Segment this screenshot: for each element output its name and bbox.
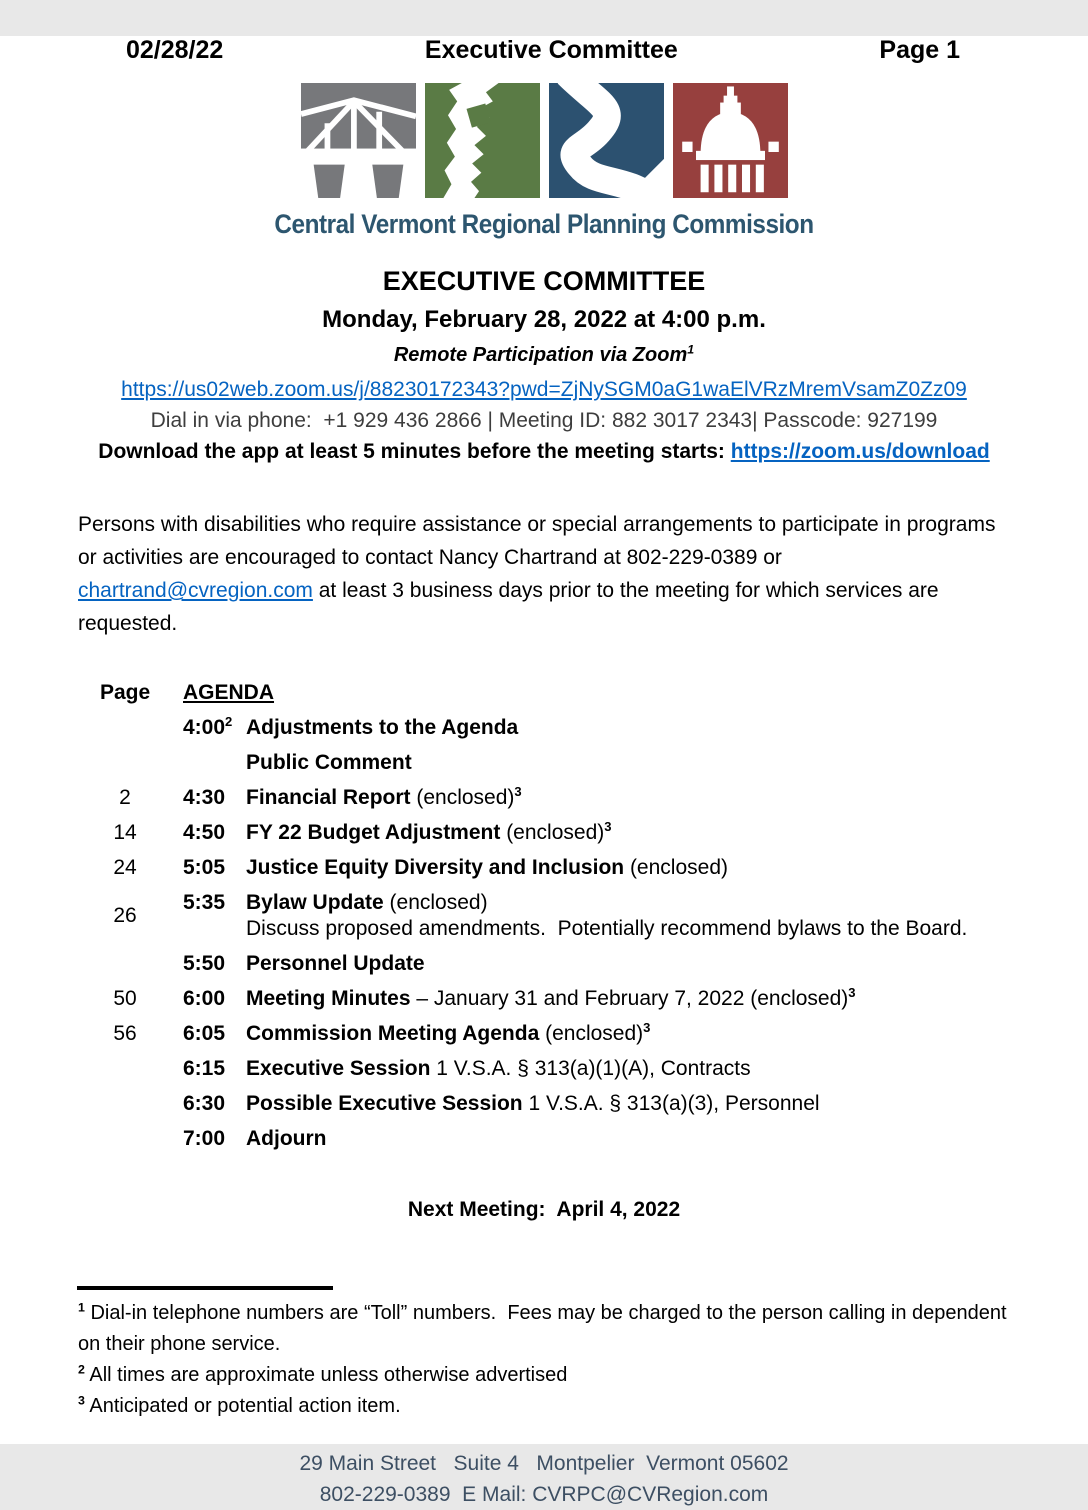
agenda-row [100,1056,1028,1082]
agenda-item-detail: (enclosed) [539,1022,644,1046]
header-date: 02/28/22 [126,36,224,64]
agenda-item [246,1056,1028,1082]
agenda-item-title: Possible Executive Session [246,1092,523,1116]
agenda-row [100,820,1028,846]
agenda-time: 5:50 [183,952,226,976]
agenda-item-title: Meeting Minutes [246,987,411,1011]
zoom-download-link[interactable]: https://zoom.us/download [730,439,990,463]
agenda-item-title: Bylaw Update [246,891,384,915]
agenda-time: 6:05 [183,1022,226,1046]
email-link[interactable]: chartrand@cvregion.com [78,579,313,603]
agenda-row [100,1091,1028,1117]
agenda-document-page [0,36,1088,1507]
footer-address: 29 Main Street Suite 4 Montpelier Vermont 05602 [299,1452,789,1476]
agenda-item-title: Adjustments to the Agenda [246,716,519,740]
agenda-time: 6:30 [183,1092,226,1116]
header-title: Executive Committee [424,36,678,64]
cvrpc-logo [0,83,1088,240]
next-meeting: Next Meeting: April 4, 2022 [407,1198,681,1222]
footnote-2: $^2$ All times are approximate unless otherwise advertised [78,1362,568,1387]
agenda-item-detail: (enclosed) [500,821,605,845]
agenda-page-number: 26 [113,904,137,928]
agenda-row [100,855,1028,881]
agenda-item-detail: 1 V.S.A. § 313(a)(1)(A), Contracts [430,1057,751,1081]
download-instruction: Download the app at least 5 minutes before the meeting starts: https://zoom.us/download [98,439,990,463]
agenda-page-number: 14 [113,821,137,845]
agenda-item-title: Commission Meeting Agenda [246,1022,540,1046]
agenda-page-number: 50 [113,987,137,1011]
agenda-time: 5:05 [183,856,226,880]
agenda-time: 6:00 [183,987,226,1011]
footer-contact: 802-229-0389 E Mail: CVRPC@CVRegion.com [319,1483,769,1507]
footnote-separator [77,1286,333,1290]
zoom-meeting-link[interactable]: https://us02web.zoom.us/j/88230172343?pwd=ZjNySGM0aG1waElVRzMremVsamZ0Zz09 [121,377,967,401]
meeting-datetime: Monday, February 28, 2022 at 4:00 p.m. [322,306,766,334]
footnote-1: $^1$ Dial-in telephone numbers are “Toll” numbers. Fees may be charged to the person calling in dependent on their phone service. [78,1300,1013,1356]
meeting-title-block [0,266,1088,464]
remote-participation-note: Remote Participation via Zoom$^1$ [393,341,695,366]
agenda-item [246,890,1028,942]
agenda-header: AGENDA [183,681,275,705]
agenda-row [100,986,1028,1012]
agenda-page-number: 2 [119,786,131,810]
agenda-item-title: Financial Report [246,786,411,810]
agenda-item [246,715,1028,741]
agenda-row [100,890,1028,942]
header-page-number: Page 1 [879,36,960,64]
agenda-item-note: Discuss proposed amendments. Potentially recommend bylaws to the Board. [246,917,968,941]
agenda-row [100,1021,1028,1047]
agenda-page-number: 24 [113,856,137,880]
agenda-item-detail: (enclosed) [383,891,488,915]
capitol-dome-icon [673,83,788,198]
logo-panels [301,83,788,198]
agenda-page-header: Page [100,681,151,705]
agenda-item: Financial Report (enclosed)$^3$ [246,784,522,810]
footnote-3: $^3$ Anticipated or potential action item. [78,1393,401,1418]
agenda-item: Meeting Minutes – January 31 and February 7, 2022 (enclosed)$^3$ [246,985,856,1011]
agenda-row [100,951,1028,977]
footnotes [78,1298,1013,1422]
document-footer [0,1448,1088,1510]
agenda-time: $4:00^2$ [183,714,233,740]
agenda-item: Commission Meeting Agenda (enclosed)$^3$ [246,1020,651,1046]
logo-org-name: Central Vermont Regional Planning Commission [274,209,814,239]
agenda-row [100,750,1028,776]
river-icon [549,83,664,198]
zoom-link-line [0,378,1088,402]
document-header [126,36,960,65]
agenda-item-detail: – January 31 and February 7, 2022 (enclosed) [410,987,849,1011]
agenda-time: 6:15 [183,1057,226,1081]
agenda-item-title: Personnel Update [246,952,425,976]
agenda-item: FY 22 Budget Adjustment (enclosed)$^3$ [246,819,612,845]
agenda-item [246,750,1028,776]
agenda-item-title: Justice Equity Diversity and Inclusion [246,856,625,880]
agenda-item-title: FY 22 Budget Adjustment [246,821,501,845]
agenda-row [100,785,1028,811]
agenda-item-title: Adjourn [246,1127,327,1151]
agenda-item-detail: 1 V.S.A. § 313(a)(3), Personnel [522,1092,820,1116]
agenda-item-detail: (enclosed) [410,786,515,810]
agenda-item [246,855,1028,881]
agenda-page-number: 56 [113,1022,137,1046]
vermont-map-icon [425,83,540,198]
dial-in-info: Dial in via phone: +1 929 436 2866 | Meeting ID: 882 3017 2343| Passcode: 927199 [150,408,938,432]
agenda-item-detail: (enclosed) [624,856,728,880]
agenda-header-row [100,680,1028,706]
agenda-time: 7:00 [183,1127,226,1151]
agenda-item [246,1091,1028,1117]
agenda-item [246,951,1028,977]
agenda-time: 4:50 [183,821,226,845]
agenda-table [100,680,1028,1152]
covered-bridge-icon [301,83,416,198]
agenda-item-title: Executive Session [246,1057,431,1081]
footnote-ref-1: 1 [687,341,695,356]
agenda-time: 5:35 [183,891,226,915]
agenda-item [246,1126,1028,1152]
agenda-item-title: Public Comment [246,751,412,775]
accessibility-notice: Persons with disabilities who require assistance or special arrangements to participate in programs or activities are encouraged to contact Nancy Chartrand at 802-229-0389 or chartrand@cvregion.com at least 3 business days prior to the meeting for which services are requested. [78,513,1002,636]
agenda-time: 4:30 [183,786,226,810]
committee-title: EXECUTIVE COMMITTEE [382,266,706,296]
agenda-row [100,1126,1028,1152]
agenda-row [100,715,1028,741]
